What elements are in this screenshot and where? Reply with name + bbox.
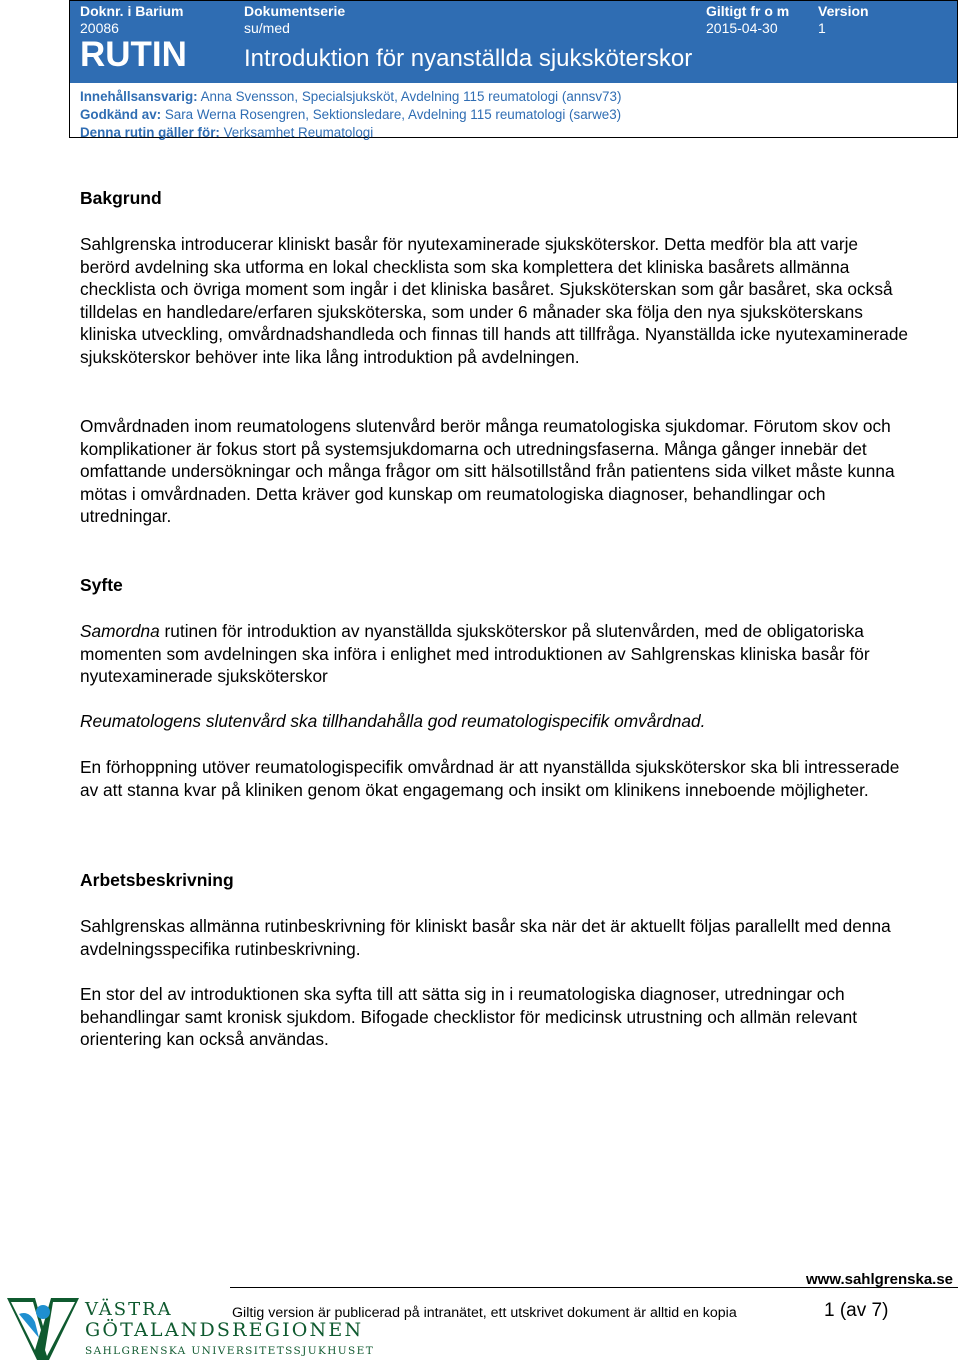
document-title: Introduktion för nyanställda sjuksköterskor: [244, 45, 693, 72]
bakgrund-paragraph-2: Omvårdnaden inom reumatologens slutenvård berör många reumatologiska sjukdomar. Förutom skov och komplikationer är fokus stort på systemsjukdomarna och utredningsfaserna. Många gånger innebär det omfattande undersökningar och många frågor om sitt hälsotillstånd från patientens sida vilket måste kunna mötas i omvårdnaden. Detta kräver god kunskap om reumatologiska diagnoser, behandlingar och utredningar.: [80, 416, 895, 527]
footer-divider: [230, 1287, 958, 1288]
version-value: 1: [818, 20, 826, 36]
vgr-logo: [5, 1292, 375, 1364]
syfte-paragraph-2: Reumatologens slutenvård ska tillhandahålla god reumatologispecifik omvårdnad.: [80, 711, 706, 731]
ansvarig-value: Anna Svensson, Specialsjuksköt, Avdelning 115 reumatologi (annsv73): [200, 89, 622, 104]
godkand-row: [80, 106, 953, 124]
logo-line-3: SAHLGRENSKA UNIVERSITETSSJUKHUSET: [85, 1345, 375, 1357]
doknr-label: Doknr. i Barium: [80, 3, 184, 19]
header-responsibility: [80, 88, 953, 142]
syfte-paragraph-1: [80, 620, 910, 688]
document-header: [69, 0, 958, 138]
giltigt-label: Giltigt fr o m: [706, 3, 790, 19]
footer-note: Giltig version är publicerad på intranätet, ett utskrivet dokument är alltid en kopia: [232, 1305, 737, 1321]
header-banner: [70, 1, 957, 83]
footer-url[interactable]: www.sahlgrenska.se: [806, 1271, 954, 1288]
syfte-paragraph-3: En förhoppning utöver reumatologispecifik omvårdnad är att nyanställda sjuksköterskor ska bli intresserade av att stanna kvar på kliniken genom ökat engagemang och insikt om klinikens inneboende möjligheter.: [80, 757, 900, 800]
page-number: 1 (av 7): [824, 1300, 889, 1321]
heading-arbetsbeskrivning: Arbetsbeskrivning: [80, 870, 234, 890]
logo-line-2: GÖTALANDSREGIONEN: [85, 1319, 364, 1341]
heading-bakgrund: Bakgrund: [80, 188, 162, 208]
heading-syfte: Syfte: [80, 575, 123, 595]
galler-value: Verksamhet Reumatologi: [223, 125, 374, 140]
syfte-emphasis: Samordna: [80, 621, 160, 641]
arbetsbeskrivning-paragraph-1: Sahlgrenskas allmänna rutinbeskrivning för kliniskt basår ska när det är aktuellt följas parallellt med denna avdelningsspecifika rutinbeskrivning.: [80, 916, 891, 959]
document-type: RUTIN: [80, 35, 187, 74]
arbetsbeskrivning-paragraph-2: En stor del av introduktionen ska syfta till att sätta sig in i reumatologiska diagnoser, utredningar och behandlingar samt kronisk sjukdom. Bifogade checklistor för medicinsk utrustning och allmän relevant orientering kan också användas.: [80, 984, 858, 1050]
version-label: Version: [818, 3, 869, 19]
ansvarig-label: Innehållsansvarig:: [80, 89, 198, 104]
dokumentserie-value: su/med: [244, 20, 290, 36]
logo-line-1: VÄSTRA: [85, 1299, 173, 1320]
syfte-paragraph-1-text: rutinen för introduktion av nyanställda sjuksköterskor på slutenvården, med de obligatoriska momenten som avdelningen ska införa i enlighet med introduktionen av Sahlgrenskas kliniska basår för nyutexaminerade sjuksköterskor: [80, 621, 870, 687]
godkand-value: Sara Werna Rosengren, Sektionsledare, Avdelning 115 reumatologi (sarwe3): [164, 107, 622, 122]
dokumentserie-label: Dokumentserie: [244, 3, 346, 19]
giltigt-value: 2015-04-30: [706, 20, 778, 36]
galler-row: [80, 124, 953, 142]
godkand-label: Godkänd av:: [80, 107, 162, 122]
bakgrund-paragraph-1: Sahlgrenska introducerar kliniskt basår för nyutexaminerade sjuksköterskor. Detta medför bla att varje berörd avdelning ska utforma en lokal checklista som ska komplettera det kliniska basårets allmänna checklista och övriga moment som ingår i det kliniska basåret. Sjuksköterskan som går basåret, ska också tilldelas en handledare/erfaren sjuksköterska, som under 6 månader ska följa den nya sjuksköterskans kliniska utveckling, omvårdnadshandleda och finnas till hands att tillfråga. Nyanställda icke nyutexaminerade sjuksköterskor behöver inte lika lång introduktion på avdelningen.: [80, 234, 909, 367]
ansvarig-row: [80, 88, 953, 106]
galler-label: Denna rutin gäller för:: [80, 125, 220, 140]
vgr-logo-icon: [5, 1292, 81, 1362]
doknr-value: 20086: [80, 20, 119, 36]
